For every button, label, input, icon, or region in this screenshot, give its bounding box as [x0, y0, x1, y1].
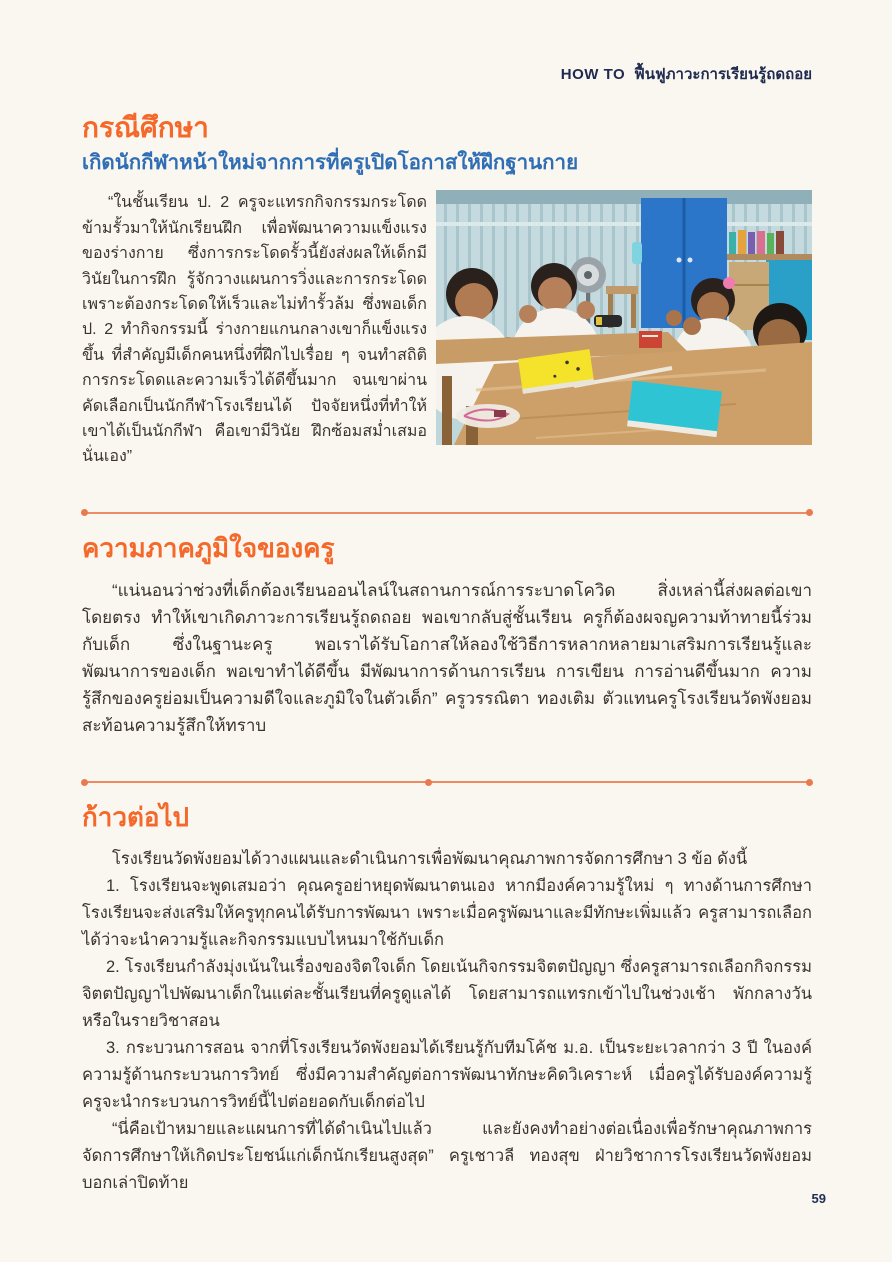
case-study-heading: กรณีศึกษา — [82, 112, 209, 143]
next-steps-item-3: 3. กระบวนการสอน จากที่โรงเรียนวัดพังยอมได้เรียนรู้กับทีมโค้ช ม.อ. เป็นระยะเวลากว่า 3 ปี ในองค์ความรู้ด้านกระบวนการวิทย์ ซึ่งมีความสำคัญต่อการพัฒนาทักษะคิดวิเคราะห์ เมื่อครูได้รับองค์ความรู้ ครูจะนำกระบวนการวิทย์นี้ไปต่อยอดกับเด็กต่อไป — [82, 1039, 812, 1112]
case-study-quote: “ในชั้นเรียน ป. 2 ครูจะแทรกกิจกรรมกระโดดข้ามรั้วมาให้นักเรียนฝึก เพื่อพัฒนาความแข็งแรงของร่างกาย ซึ่งการกระโดดรั้วนี้ยังส่งผลให้เด็กมีวินัยในการฝึก รู้จักวางแผนการวิ่งและการกระโดด เพราะต้องกระโดดให้เร็วและไม่ทำรั้วล้ม ซึ่งพอเด็ก ป. 2 ทำกิจกรรมนี้ ร่างกายแกนกลางเขาก็แข็งแรงขึ้น ที่สำคัญมีเด็กคนหนึ่งที่ฝึกไปเรื่อย ๆ จนทำสถิติการกระโดดและความเร็วได้ดีขึ้นมาก จนเขาผ่านคัดเลือกเป็นนักกีฬาโรงเรียนได้ ปัจจัยหนึ่งที่ทำให้เขาได้เป็นนักกีฬา คือเขามีวินัย ฝึกซ้อมสม่ำเสมอนั่นเอง” — [82, 194, 427, 466]
section-divider — [82, 781, 812, 783]
case-study-body — [82, 190, 812, 469]
pride-heading: ความภาคภูมิใจของครู — [82, 532, 335, 563]
running-header-badge: HOW TO — [560, 66, 626, 83]
next-steps-item-1: 1. โรงเรียนจะพูดเสมอว่า คุณครูอย่าหยุดพัฒนาตนเอง หากมีองค์ความรู้ใหม่ ๆ ทางด้านการศึกษา โรงเรียนจะส่งเสริมให้ครูทุกคนได้รับการพัฒนา เพราะเมื่อครูพัฒนาและมีทักษะเพิ่มแล้ว ครูสามารถเลือกได้ว่าจะนำความรู้และกิจกรรมแบบไหนมาใช้กับเด็ก — [82, 877, 812, 950]
section-divider — [82, 512, 812, 514]
divider-dot-middle — [425, 779, 432, 786]
running-header — [82, 0, 812, 86]
classroom-photo-illustration — [436, 190, 812, 445]
divider-dot-right — [806, 509, 813, 516]
next-steps-item-2: 2. โรงเรียนกำลังมุ่งเน้นในเรื่องของจิตใจเด็ก โดยเน้นกิจกรรมจิตตปัญญา ซึ่งครูสามารถเลือกกิจกรรมจิตตปัญญาไปพัฒนาเด็กในแต่ละชั้นเรียนที่ครูดูแลได้ โดยสามารถแทรกเข้าไปในช่วงเช้า พักกลางวัน หรือในรายวิชาสอน — [82, 958, 812, 1031]
divider-dot-right — [806, 779, 813, 786]
case-study-subheading: เกิดนักกีฬาหน้าใหม่จากการที่ครูเปิดโอกาสให้ฝึกฐานกาย — [82, 150, 579, 174]
divider-dot-left — [81, 779, 88, 786]
next-steps-heading: ก้าวต่อไป — [82, 802, 190, 833]
page-number: 59 — [811, 1191, 826, 1206]
running-header-title: ฟื้นฟูภาวะการเรียนรู้ถดถอย — [634, 66, 812, 83]
divider-dot-left — [81, 509, 88, 516]
pride-paragraph: “แน่นอนว่าช่วงที่เด็กต้องเรียนออนไลน์ในสถานการณ์การระบาดโควิด สิ่งเหล่านี้ส่งผลต่อเขาโดยตรง ทำให้เขาเกิดภาวะการเรียนรู้ถดถอย พอเขากลับสู่ชั้นเรียน ครูก็ต้องผจญความท้าทายนี้ร่วมกับเด็ก ซึ่งในฐานะครู พอเราได้รับโอกาสให้ลองใช้วิธีการหลากหลายมาเสริมการเรียนรู้และพัฒนาการของเด็ก พอเขาทำได้ดีขึ้น มีพัฒนาการด้านการเรียน การเขียน การอ่านดีขึ้นมาก ความรู้สึกของครูย่อมเป็นความดีใจและภูมิใจในตัวเด็ก” ครูวรรณิตา ทองเติม ตัวแทนครูโรงเรียนวัดพังยอม สะท้อนความรู้สึกให้ทราบ — [82, 581, 812, 736]
classroom-photo — [436, 190, 812, 445]
next-steps-closing-quote: “นี่คือเป้าหมายและแผนการที่ได้ดำเนินไปแล้ว และยังคงทำอย่างต่อเนื่องเพื่อรักษาคุณภาพการจัดการศึกษาให้เกิดประโยชน์แก่เด็กนักเรียนสูงสุด” ครูเชาวลี ทองสุข ฝ่ายวิชาการโรงเรียนวัดพังยอม บอกเล่าปิดท้าย — [82, 1120, 812, 1193]
next-steps-intro: โรงเรียนวัดพังยอมได้วางแผนและดำเนินการเพื่อพัฒนาคุณภาพการจัดการศึกษา 3 ข้อ ดังนี้ — [112, 850, 748, 869]
